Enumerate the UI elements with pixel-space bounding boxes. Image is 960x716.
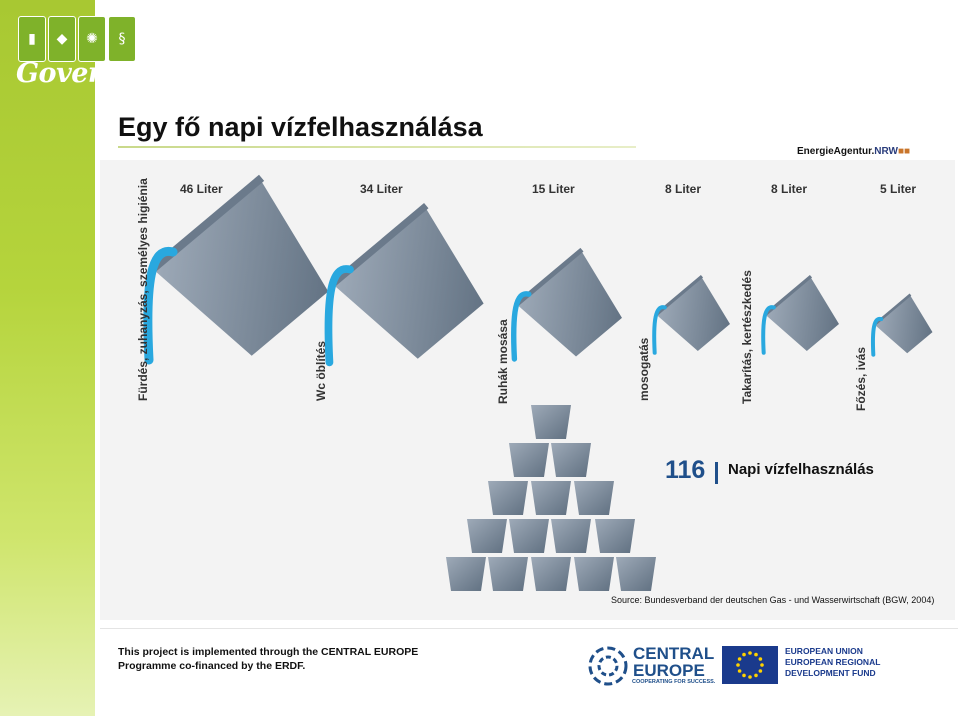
amount-label: 34 Liter (360, 182, 403, 196)
ce-tagline: COOPERATING FOR SUCCESS. (632, 679, 716, 685)
category-label: Wc öblítés (314, 340, 328, 401)
category-label: Fürdés, zuhanyzás, személyes higiénia (136, 178, 150, 401)
stacked-bucket-icon (531, 481, 571, 515)
stacked-bucket-icon (616, 557, 656, 591)
eu-star-icon (759, 669, 763, 673)
eu-star-icon (760, 663, 764, 667)
stacked-bucket-icon (488, 481, 528, 515)
pouring-bucket-icon (329, 203, 498, 371)
stacked-bucket-icon (595, 519, 635, 553)
stacked-bucket-icon (551, 443, 591, 477)
stacked-bucket-icon (574, 557, 614, 591)
amount-label: 5 Liter (880, 182, 917, 196)
amount-label: 8 Liter (771, 182, 808, 196)
page-title: Egy fő napi vízfelhasználása (118, 112, 483, 142)
energieagentur-name: EnergieAgentur. (797, 146, 875, 157)
category-label: Főzés, ivás (854, 346, 868, 411)
amount-label: 8 Liter (665, 182, 702, 196)
central-europe-wordmark (633, 645, 714, 679)
eu-star-icon (754, 674, 758, 678)
pouring-bucket-icon (655, 275, 738, 357)
building-icon: ▮ (18, 16, 46, 62)
stacked-bucket-icon (509, 519, 549, 553)
stacked-bucket-icon (467, 519, 507, 553)
stacked-bucket-icon (551, 519, 591, 553)
eu-star-icon (742, 653, 746, 657)
ce-line-1: CENTRAL (633, 644, 715, 663)
category-label: mosogatás (637, 337, 651, 401)
footer-divider (100, 628, 958, 632)
total-value: 116 (665, 456, 706, 484)
ce-line-2: EUROPE (633, 661, 705, 680)
governee-logo: GovernEE (16, 58, 161, 89)
eu-star-icon (759, 657, 763, 661)
footer-text (118, 645, 418, 673)
stacked-bucket-icon (509, 443, 549, 477)
sun-icon: ✺ (78, 16, 106, 62)
eu-star-icon (742, 674, 746, 678)
pouring-bucket-icon (764, 275, 847, 357)
eu-star-icon (738, 657, 742, 661)
leaf-icon: ◆ (48, 16, 76, 62)
eu-line-3: DEVELOPMENT FUND (785, 668, 876, 678)
stacked-bucket-icon (531, 557, 571, 591)
paragraph-icon: § (108, 16, 136, 62)
total-label: Napi vízfelhasználás (728, 461, 874, 478)
eu-line-2: EUROPEAN REGIONAL (785, 657, 881, 667)
pouring-bucket-icon (514, 248, 632, 365)
energieagentur-mark: ■■ (897, 146, 911, 157)
eu-star-icon (738, 669, 742, 673)
amount-label: 15 Liter (532, 182, 575, 196)
footer-line-1: This project is implemented through the CENTRAL EUROPE (118, 646, 419, 658)
eu-star-icon (748, 651, 752, 655)
eu-flag-icon (722, 646, 778, 684)
amount-label: 46 Liter (180, 182, 223, 196)
eu-regional-fund (785, 646, 880, 679)
bucket-pyramid (446, 405, 656, 591)
eu-star-icon (748, 675, 752, 679)
eu-star-icon (754, 653, 758, 657)
total-separator (715, 462, 718, 484)
source-note: Source: Bundesverband der deutschen Gas - und Wasserwirtschaft (BGW, 2004) (611, 595, 935, 605)
stacked-bucket-icon (488, 557, 528, 591)
stacked-bucket-icon (446, 557, 486, 591)
category-label: Takarítás, kertészkedés (740, 270, 754, 404)
footer-line-2: Programme co-financed by the ERDF. (118, 660, 306, 672)
eu-star-icon (736, 663, 740, 667)
energieagentur-suffix: NRW (874, 146, 898, 157)
pouring-bucket-icon (873, 294, 938, 358)
eu-line-1: EUROPEAN UNION (785, 646, 863, 656)
category-label: Ruhák mosása (496, 319, 510, 404)
stacked-bucket-icon (574, 481, 614, 515)
stacked-bucket-icon (531, 405, 571, 439)
